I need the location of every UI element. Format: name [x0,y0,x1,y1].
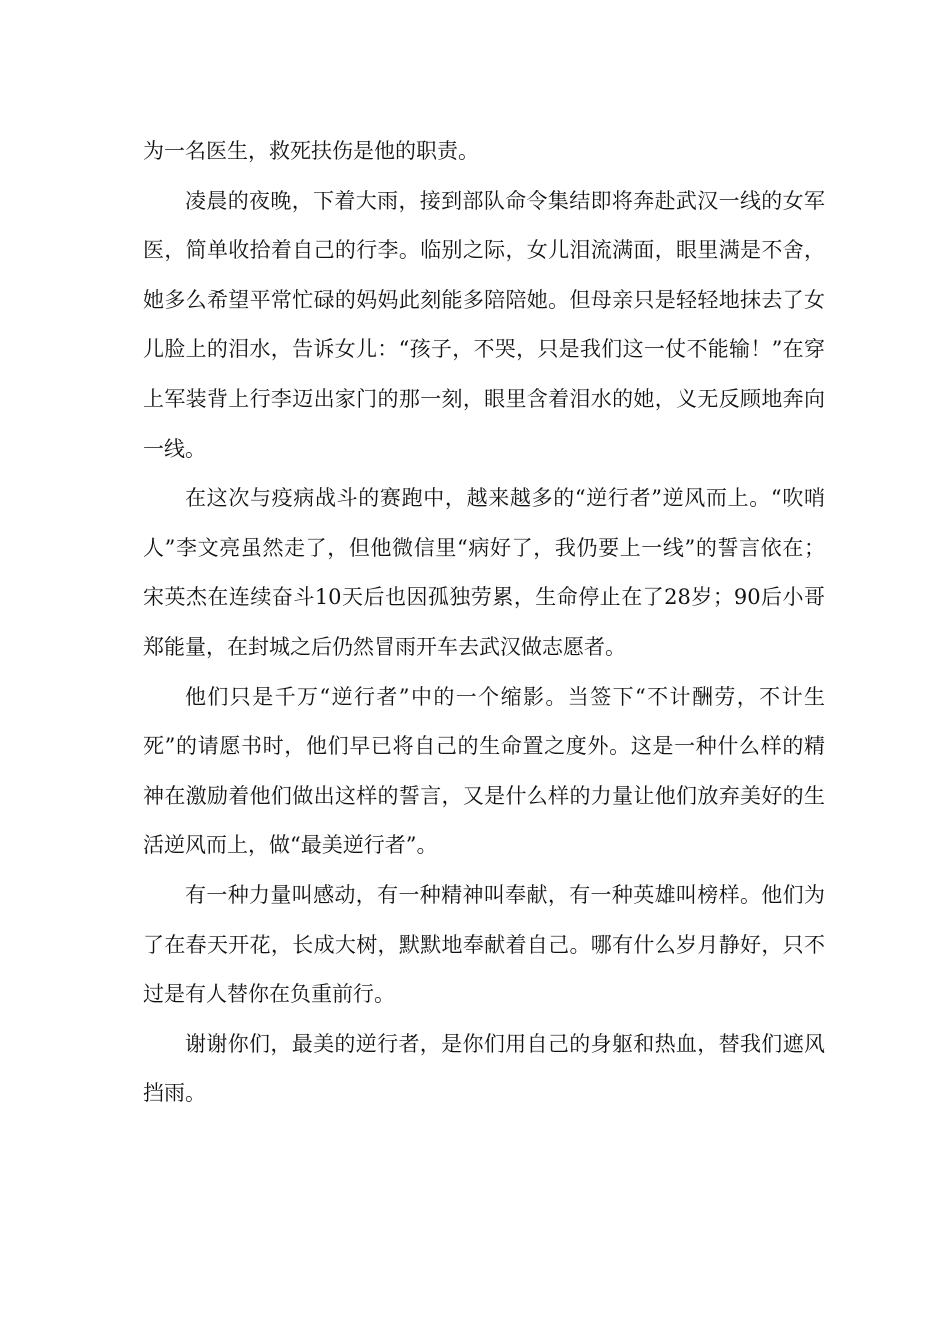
paragraph-5: 有一种力量叫感动，有一种精神叫奉献，有一种英雄叫榜样。他们为了在春天开花，长成大树，默默地奉献着自己。哪有什么岁月静好，只不过是有人替你在负重前行。 [143,882,825,1007]
paragraph-1: 为一名医生，救死扶伤是他的职责。 [143,139,479,163]
paragraph-4: 他们只是千万“逆行者”中的一个缩影。当签下“不计酬劳，不计生死”的请愿书时，他们早已将自己的生命置之度外。这是一种什么样的精神在激励着他们做出这样的誓言，又是什么样的力量让他们放弃美好的生活逆风而上，做“最美逆行者”。 [143,684,825,858]
paragraph-2: 凌晨的夜晚，下着大雨，接到部队命令集结即将奔赴武汉一线的女军医，简单收拾着自己的行李。临别之际，女儿泪流满面，眼里满是不舍，她多么希望平常忙碌的妈妈此刻能多陪陪她。但母亲只是轻轻地抹去了女儿脸上的泪水，告诉女儿：“孩子，不哭，只是我们这一仗不能输！”在穿上军装背上行李迈出家门的那一刻，眼里含着泪水的她，义无反顾地奔向一线。 [143,188,825,461]
paragraph-6: 谢谢你们，最美的逆行者，是你们用自己的身躯和热血，替我们遮风挡雨。 [143,1031,825,1106]
paragraph-3: 在这次与疫病战斗的赛跑中，越来越多的“逆行者”逆风而上。“吹哨人”李文亮虽然走了，但他微信里“病好了，我仍要上一线”的誓言依在；宋英杰在连续奋斗10天后也因孤独劳累，生命停止在了28岁；90后小哥郑能量，在封城之后仍然冒雨开车去武汉做志愿者。 [143,486,825,659]
document-body [143,127,825,1119]
